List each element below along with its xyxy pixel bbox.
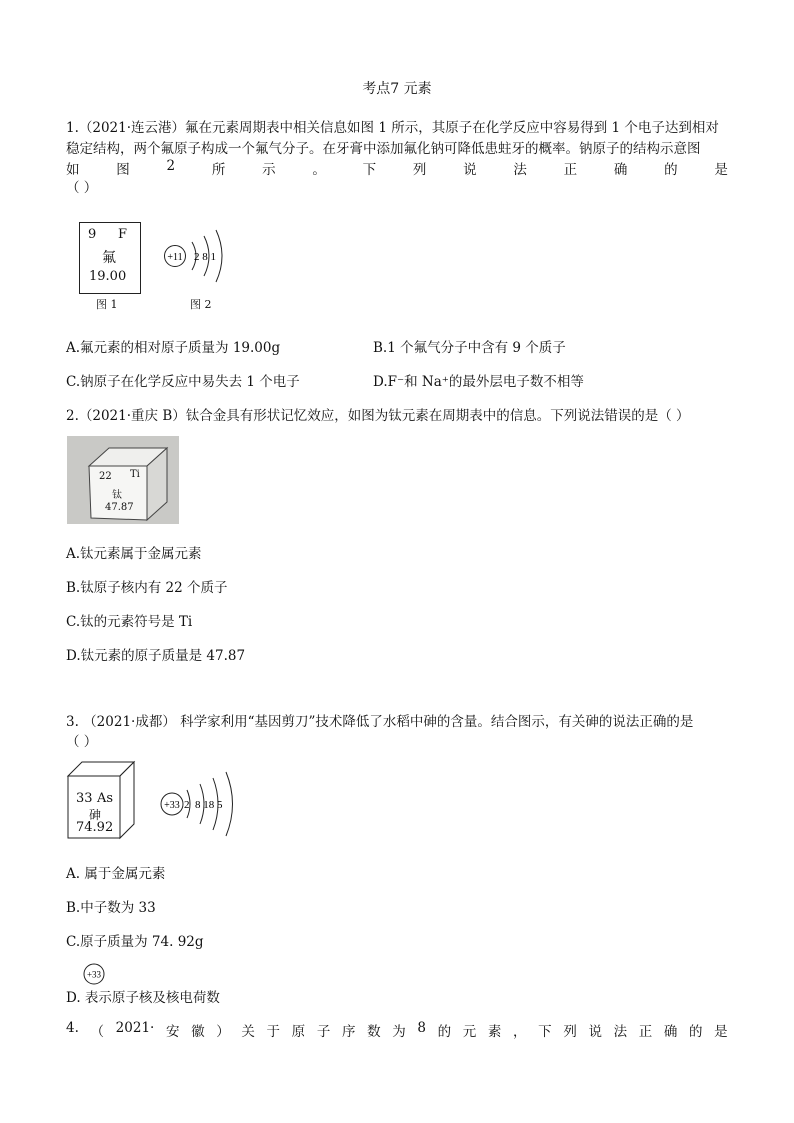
q1-line3_chars-char: 的 [664, 162, 678, 178]
q2-option-b: B.钛原子核内有 22 个质子 [66, 580, 228, 596]
q4-chars-char: 确 [663, 1024, 678, 1040]
q1-line3_chars-char: 图 [116, 162, 130, 178]
q4-chars-char: 的 [437, 1024, 452, 1040]
nucleus-charge: +11 [167, 252, 183, 263]
q1-stem-line3 [66, 158, 728, 178]
q1-line3_chars-char: 如 [66, 162, 80, 178]
q3-option-b: B.中子数为 33 [66, 900, 156, 916]
q4-chars-char: 原 [291, 1024, 306, 1040]
q1-line3_chars-char: 。 [312, 162, 326, 178]
q4-chars-char: 下 [538, 1024, 552, 1040]
q3-option-a: A. 属于金属元素 [66, 866, 166, 882]
q4-chars-char: 关 [241, 1024, 255, 1040]
q1-line3_chars-char: 确 [613, 162, 628, 178]
q4-chars-char: （ [90, 1024, 105, 1040]
q4-chars-char: 法 [613, 1024, 628, 1040]
q3-answer-blank: （ ） [66, 734, 98, 750]
element-symbol: As [97, 791, 114, 806]
electron-shells: 2 8 1 [194, 251, 216, 263]
q1-stem-line1: 1.（2021·连云港）氟在元素周期表中相关信息如图 1 所示，其原子在化学反应中容易得到 1 个电子达到相对 [66, 120, 719, 136]
arsenic-atom-diagram [155, 770, 250, 840]
svg-text:+33: +33 [86, 969, 102, 980]
q4-chars-char: 8 [417, 1020, 426, 1036]
figure-2-caption: 图 2 [190, 298, 212, 311]
fluorine-element-cell [79, 222, 141, 294]
q4-chars-char: 于 [266, 1024, 281, 1040]
q4-chars-char: 安 [165, 1024, 180, 1040]
q4-chars-char: 是 [714, 1024, 728, 1040]
atomic-mass: 19.00 [89, 269, 127, 284]
q2-option-c: C.钛的元素符号是 Ti [66, 614, 193, 630]
q4-chars-char: 素 [487, 1024, 502, 1040]
titanium-cube-photo [67, 436, 179, 524]
q3-stem-line1: 3. （2021·成都） 科学家利用“基因剪刀”技术降低了水稻中砷的含量。结合图示，有关砷的说法正确的是 [66, 714, 694, 730]
q3-option-c: C.原子质量为 74. 92g [66, 934, 204, 950]
q4-chars-char: 正 [638, 1024, 653, 1040]
atomic-number: 33 [76, 791, 93, 806]
element-name: 氟 [102, 250, 116, 266]
q4-chars-char: 子 [316, 1024, 331, 1040]
nucleus-charge: +33 [164, 800, 180, 811]
figure-1-caption: 图 1 [96, 298, 118, 311]
q4-chars-char: ， [513, 1024, 527, 1040]
q1-line3_chars-char: 说 [463, 162, 477, 178]
q4-chars-char: 为 [392, 1024, 406, 1040]
q1-option-b: B.1 个氟气分子中含有 9 个质子 [373, 340, 566, 356]
atomic-mass: 47.87 [105, 502, 134, 513]
q1-line3_chars-char: 示 [262, 162, 276, 178]
q4-chars-char: 列 [563, 1024, 577, 1040]
q1-line3_chars-char: 2 [166, 158, 176, 174]
shell-arc [226, 772, 233, 836]
q1-answer-blank: （ ） [66, 180, 98, 196]
element-name: 钛 [112, 490, 122, 501]
atomic-mass: 74.92 [76, 820, 114, 835]
q4-chars-char: 徽 [191, 1024, 205, 1040]
atomic-number: 22 [99, 471, 112, 482]
q1-line3_chars-char: 所 [211, 162, 226, 178]
q1-line3_chars-char: 正 [563, 162, 578, 178]
q4-stem [66, 1020, 728, 1040]
q4-chars-char: 4. [66, 1020, 79, 1036]
q4-chars-char: 数 [367, 1024, 381, 1040]
element-name: 砷 [89, 808, 102, 822]
sodium-atom-diagram [160, 226, 240, 286]
q1-line3_chars-char: 是 [714, 162, 728, 178]
element-symbol: F [118, 227, 128, 242]
q1-option-a: A.氟元素的相对原子质量为 19.00g [66, 340, 281, 356]
q1-stem-line2: 稳定结构，两个氟原子构成一个氟气分子。在牙膏中添加氟化钠可降低患蛀牙的概率。钠原子的结构示意图 [66, 141, 701, 157]
q1-option-c: C.钠原子在化学反应中易失去 1 个电子 [66, 374, 300, 390]
q2-option-a: A.钛元素属于金属元素 [66, 546, 202, 562]
q4-chars-char: ） [216, 1024, 230, 1040]
q4-chars-char: 2021· [115, 1020, 155, 1036]
q1-line3_chars-char: 法 [513, 162, 527, 178]
q4-chars-char: 的 [689, 1024, 703, 1040]
nucleus-icon [82, 962, 106, 986]
q2-option-d: D.钛元素的原子质量是 47.87 [66, 648, 246, 664]
q1-line3_chars-char: 下 [362, 162, 377, 178]
q1-option-d: D.F⁻和 Na⁺的最外层电子数不相等 [373, 374, 584, 390]
q4-chars-char: 说 [588, 1024, 602, 1040]
page-title: 考点7 元素 [362, 81, 432, 97]
q3-option-d: D. 表示原子核及核电荷数 [66, 990, 220, 1006]
q4-chars-char: 元 [462, 1024, 477, 1040]
q1-line3_chars-char: 列 [412, 162, 427, 178]
q4-chars-char: 序 [341, 1024, 356, 1040]
element-symbol: Ti [130, 469, 140, 480]
shell-arc [216, 230, 222, 282]
electron-shells: 2 8 18 5 [184, 799, 223, 811]
atomic-number: 9 [88, 227, 97, 242]
q2-stem: 2.（2021·重庆 B）钛合金具有形状记忆效应，如图为钛元素在周期表中的信息。下列说法错误的是（ ） [66, 408, 690, 424]
